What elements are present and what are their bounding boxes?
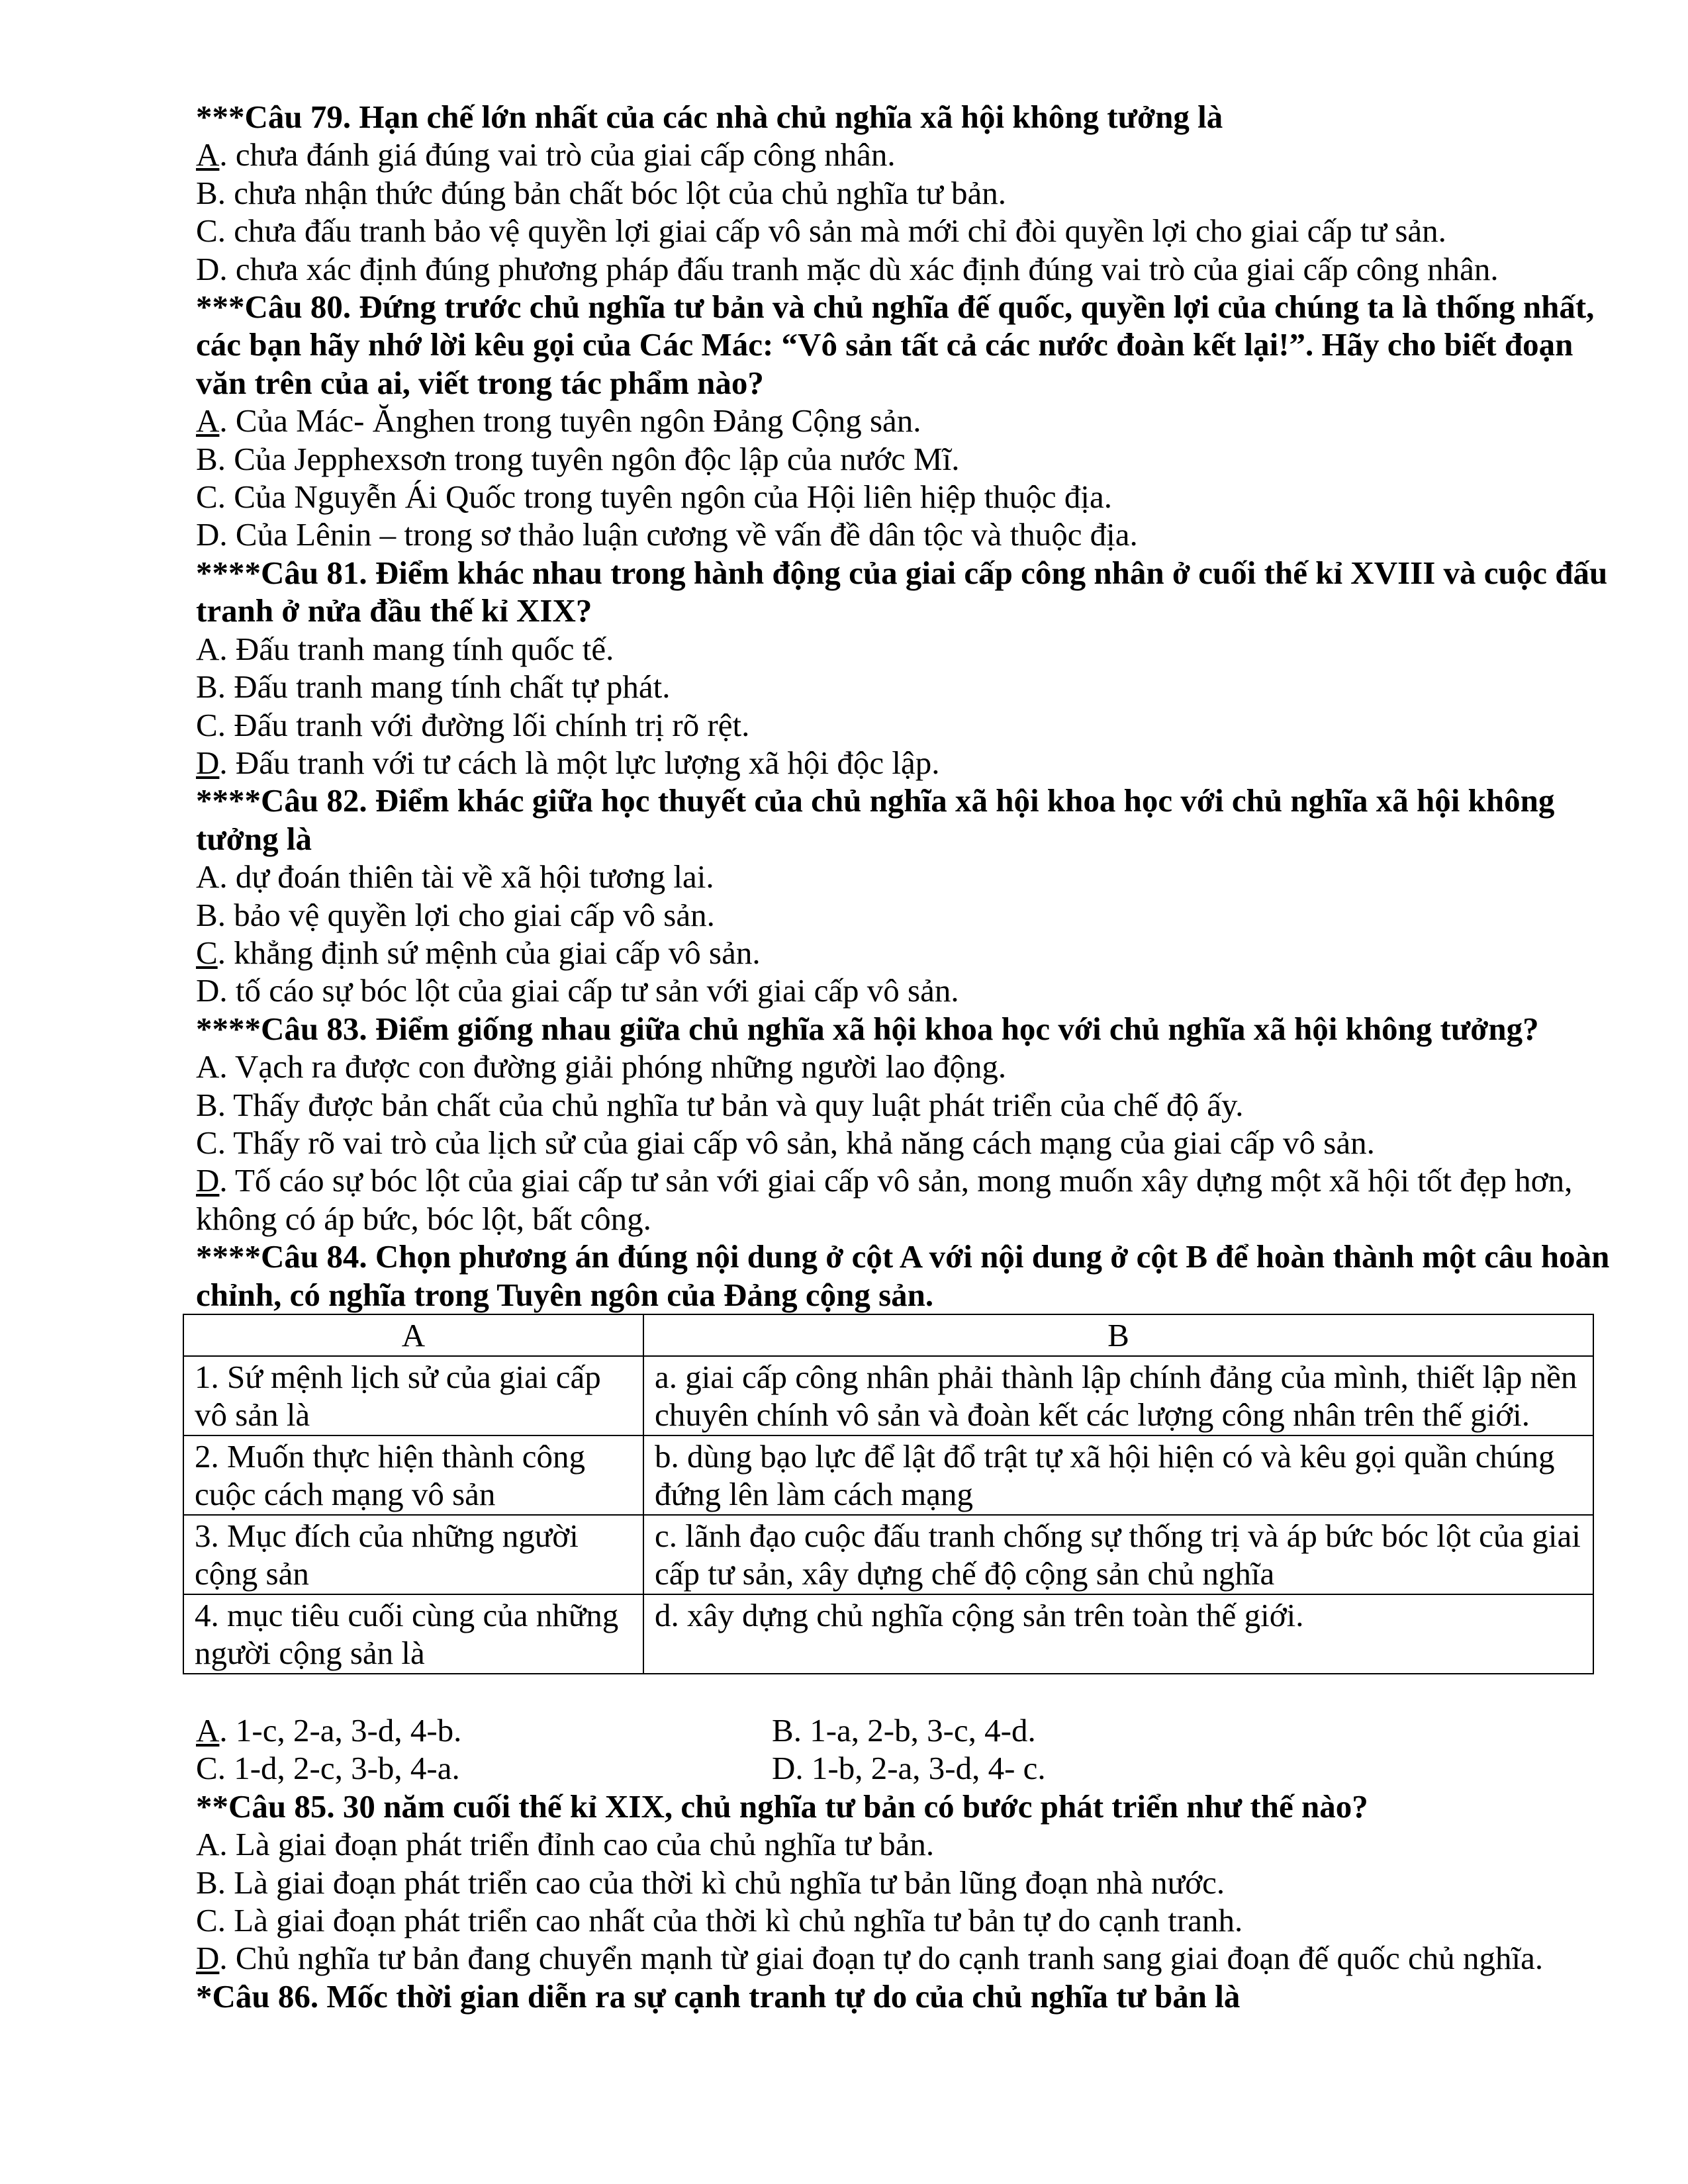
table-cell-b: a. giai cấp công nhân phải thành lập chính đảng của mình, thiết lập nền chuyên chính vô sản và đoàn kết các lượng công nhân trên thế giới. — [643, 1356, 1593, 1435]
table-cell-b: b. dùng bạo lực để lật đổ trật tự xã hội hiện có và kêu gọi quần chúng đứng lên làm cách mạng — [643, 1435, 1593, 1515]
q83-option-a: A. Vạch ra được con đường giải phóng những người lao động. — [196, 1048, 1007, 1085]
table-row — [183, 1356, 1593, 1435]
question-82-title: ****Câu 82. Điểm khác giữa học thuyết của chủ nghĩa xã hội khoa học với chủ nghĩa xã hội không tưởng là — [196, 782, 1555, 857]
q85-option-a: A. Là giai đoạn phát triển đỉnh cao của chủ nghĩa tư bản. — [196, 1826, 935, 1863]
q85-option-b: B. Là giai đoạn phát triển cao của thời kì chủ nghĩa tư bản lũng đoạn nhà nước. — [196, 1864, 1225, 1901]
question-80-title: ***Câu 80. Đứng trước chủ nghĩa tư bản và chủ nghĩa đế quốc, quyền lợi của chúng ta là thống nhất, các bạn hãy nhớ lời kêu gọi của Các Mác: “Vô sản tất cả các nước đoàn kết lại!”. Hãy cho biết đoạn văn trên của ai, viết trong tác phẩm nào? — [196, 289, 1595, 401]
question-85-title: **Câu 85. 30 năm cuối thế kỉ XIX, chủ nghĩa tư bản có bước phát triển như thế nào? — [196, 1788, 1368, 1825]
q85-option-c: C. Là giai đoạn phát triển cao nhất của thời kì chủ nghĩa tư bản tự do cạnh tranh. — [196, 1902, 1243, 1939]
question-86-title: *Câu 86. Mốc thời gian diễn ra sự cạnh tranh tự do của chủ nghĩa tư bản là — [196, 1978, 1241, 2015]
q82-option-d: D. tố cáo sự bóc lột của giai cấp tư sản với giai cấp vô sản. — [196, 972, 959, 1009]
q81-option-a: A. Đấu tranh mang tính quốc tế. — [196, 630, 614, 667]
table-header-row — [183, 1314, 1593, 1356]
table-cell-a: 2. Muốn thực hiện thành công cuộc cách mạng vô sản — [183, 1435, 643, 1515]
q80-option-b: B. Của Jepphexsơn trong tuyên ngôn độc lập của nước Mĩ. — [196, 440, 960, 477]
question-81-title: ****Câu 81. Điểm khác nhau trong hành động của giai cấp công nhân ở cuối thế kỉ XVIII và cuộc đấu tranh ở nửa đầu thế kỉ XIX? — [196, 554, 1608, 629]
table-row — [183, 1435, 1593, 1515]
table-row — [183, 1515, 1593, 1594]
q84-option-b: B. 1-a, 2-b, 3-c, 4-d. — [772, 1712, 1036, 1749]
q80-option-a: A. Của Mác- Ănghen trong tuyên ngôn Đảng Cộng sản. — [196, 402, 921, 439]
q81-option-b: B. Đấu tranh mang tính chất tự phát. — [196, 668, 671, 705]
q79-option-b: B. chưa nhận thức đúng bản chất bóc lột của chủ nghĩa tư bản. — [196, 174, 1007, 211]
column-b-header: B — [643, 1314, 1593, 1356]
table-cell-a: 3. Mục đích của những người cộng sản — [183, 1515, 643, 1594]
q84-option-a: A. 1-c, 2-a, 3-d, 4-b. — [196, 1712, 462, 1749]
table-cell-b: d. xây dựng chủ nghĩa cộng sản trên toàn thế giới. — [643, 1594, 1593, 1674]
q84-answers-row-1 — [196, 1711, 1613, 1749]
q82-option-a: A. dự đoán thiên tài về xã hội tương lai. — [196, 858, 714, 895]
q84-answers-row-2 — [196, 1749, 1613, 1787]
q84-option-c: C. 1-d, 2-c, 3-b, 4-a. — [196, 1750, 460, 1787]
q81-option-d: D. Đấu tranh với tư cách là một lực lượng xã hội độc lập. — [196, 744, 940, 781]
q79-option-d: D. chưa xác định đúng phương pháp đấu tranh mặc dù xác định đúng vai trò của giai cấp công nhân. — [196, 250, 1499, 287]
q83-option-c: C. Thấy rõ vai trò của lịch sử của giai cấp vô sản, khả năng cách mạng của giai cấp vô sản. — [196, 1124, 1375, 1161]
exam-page — [196, 98, 1613, 2015]
table-cell-a: 4. mục tiêu cuối cùng của những người cộng sản là — [183, 1594, 643, 1674]
q81-option-c: C. Đấu tranh với đường lối chính trị rõ rệt. — [196, 706, 750, 743]
q82-option-b: B. bảo vệ quyền lợi cho giai cấp vô sản. — [196, 896, 715, 933]
q79-option-a: A. chưa đánh giá đúng vai trò của giai cấp công nhân. — [196, 136, 896, 173]
q82-option-c: C. khẳng định sứ mệnh của giai cấp vô sản. — [196, 934, 761, 971]
table-cell-a: 1. Sứ mệnh lịch sử của giai cấp vô sản là — [183, 1356, 643, 1435]
table-row — [183, 1594, 1593, 1674]
matching-table — [183, 1314, 1594, 1674]
q80-option-d: D. Của Lênin – trong sơ thảo luận cương về vấn đề dân tộc và thuộc địa. — [196, 516, 1138, 553]
question-79-title: ***Câu 79. Hạn chế lớn nhất của các nhà chủ nghĩa xã hội không tưởng là — [196, 99, 1223, 135]
table-cell-b: c. lãnh đạo cuộc đấu tranh chống sự thống trị và áp bức bóc lột của giai cấp tư sản, xây dựng chế độ cộng sản chủ nghĩa — [643, 1515, 1593, 1594]
q80-option-c: C. Của Nguyễn Ái Quốc trong tuyên ngôn của Hội liên hiệp thuộc địa. — [196, 478, 1112, 516]
q83-option-b: B. Thấy được bản chất của chủ nghĩa tư bản và quy luật phát triển của chế độ ấy. — [196, 1086, 1244, 1123]
q84-option-d: D. 1-b, 2-a, 3-d, 4- c. — [772, 1750, 1046, 1787]
question-83-title: ****Câu 83. Điểm giống nhau giữa chủ nghĩa xã hội khoa học với chủ nghĩa xã hội không tưởng? — [196, 1010, 1539, 1047]
q79-option-c: C. chưa đấu tranh bảo vệ quyền lợi giai cấp vô sản mà mới chỉ đòi quyền lợi cho giai cấp tư sản. — [196, 212, 1446, 250]
column-a-header: A — [183, 1314, 643, 1356]
question-84-title: ****Câu 84. Chọn phương án đúng nội dung ở cột A với nội dung ở cột B để hoàn thành một câu hoàn chỉnh, có nghĩa trong Tuyên ngôn của Đảng cộng sản. — [196, 1238, 1610, 1313]
q85-option-d: D. Chủ nghĩa tư bản đang chuyển mạnh từ giai đoạn tự do cạnh tranh sang giai đoạn đế quốc chủ nghĩa. — [196, 1940, 1544, 1977]
q83-option-d: D. Tố cáo sự bóc lột của giai cấp tư sản với giai cấp vô sản, mong muốn xây dựng một xã hội tốt đẹp hơn, không có áp bức, bóc lột, bất công. — [196, 1162, 1573, 1237]
